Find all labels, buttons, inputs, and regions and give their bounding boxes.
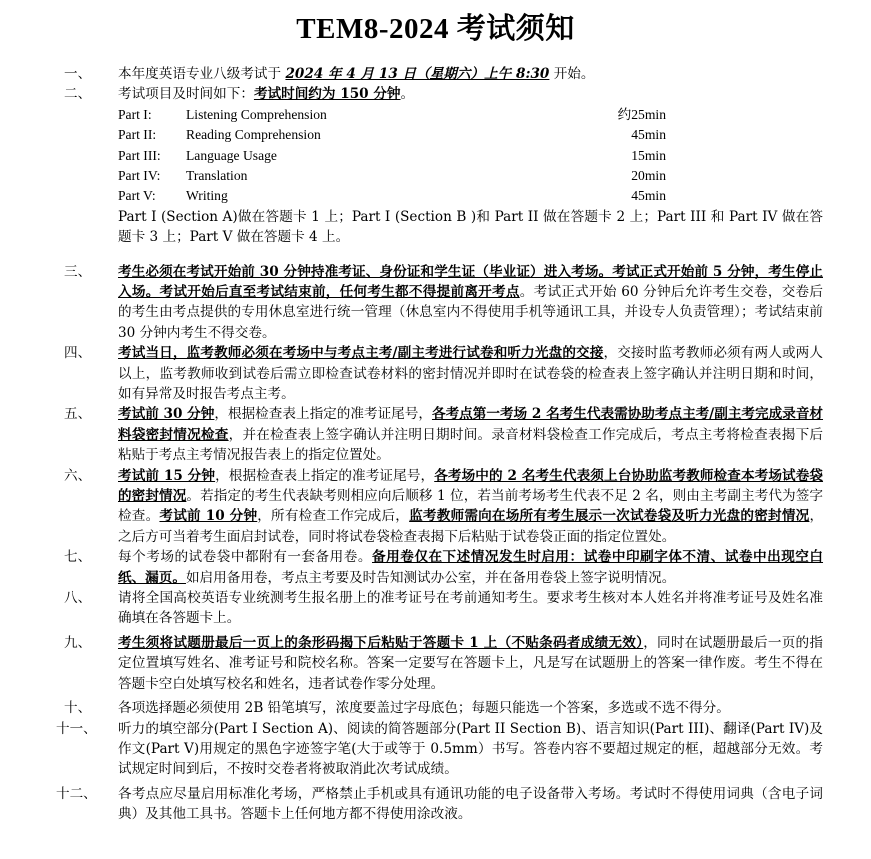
item-number: 三、 <box>64 263 92 280</box>
exam-date: 2024 年 4 月 13 日（星期六）上午 8:30 <box>285 66 550 82</box>
item-number: 七、 <box>64 549 92 566</box>
document-title: TEM8-2024 考试须知 <box>296 13 575 45</box>
notice-list <box>0 64 871 825</box>
part-row: Part IV: Translation 20min <box>118 167 666 183</box>
item-number: 六、 <box>64 467 92 484</box>
part-row: Part II: Reading Comprehension 45min <box>118 127 666 143</box>
list-item <box>0 84 871 104</box>
parts-table <box>118 105 871 207</box>
part-row: Part III: Language Usage 15min <box>118 147 666 163</box>
list-item: 八、 请将全国高校英语专业统测考生报名册上的准考证号在考前通知考生。要求考生核对本人姓名并将准考证号及姓名准确填在各答题卡上。 <box>64 590 823 627</box>
item-number: 十二、 <box>56 785 97 802</box>
item-number: 八、 <box>64 590 92 607</box>
item-text: 开始。 <box>549 66 595 82</box>
item-number: 四、 <box>64 345 92 362</box>
list-item <box>0 64 871 84</box>
parts-note: Part I (Section A)做在答题卡 1 上；Part I (Section B )和 Part II 做在答题卡 2 上；Part III 和 Part IV 做在答题卡 3 上；Part V 做在答题卡 4 上。 <box>118 208 823 246</box>
list-item: 十一、 听力的填空部分(Part I Section A)、阅读的简答题部分(Part II Section B)、语言知识(Part III)、翻译(Part IV)及作文(Part V)用规定的黑色字迹签字笔(大于或等于 0.5mm）书写。答卷内容不要超过规定的框，超越部分无效。考试规定时间到后，不按时交卷者将被取消此次考试成绩。 <box>56 720 823 778</box>
list-item: 三、 考生必须在考试开始前 30 分钟持准考证、身份证和学生证（毕业证）进入考场。考试正式开始前 5 分钟，考生停止入场。考试开始后直至考试结束前，任何考生都不得提前离开考点。考试正式开始 60 分钟后允许考生交卷，交卷后的考生由考点提供的专用休息室进行统一管理（休息室内不得使用手机等通讯工具，并设专人负责管理）；考试结束前 30 分钟内考生不得交卷。 <box>64 263 823 341</box>
list-item: 五、 考试前 30 分钟，根据检查表上指定的准考证尾号，各考点第一考场 2 名考生代表需协助考点主考/副主考完成录音材料袋密封情况检查，并在检查表上签字确认并注明日期时间。录音材料袋检查工作完成后，考点主考将检查表揭下后粘贴于考点主考情况报告表上的指定位置处。 <box>64 406 824 464</box>
exam-duration: 考试时间约为 150 分钟 <box>253 86 401 103</box>
item-number: 二、 <box>64 86 92 103</box>
list-item: 十二、 各考点应尽量启用标准化考场，严格禁止手机或具有通讯功能的电子设备带入考场。考试时不得使用词典（含电子词典）及其他工具书。答题卡上任何地方都不得使用涂改液。 <box>56 785 823 823</box>
list-item: 七、 每个考场的试卷袋中都附有一套备用卷。备用卷仅在下述情况发生时启用：试卷中印刷字体不清、试卷中出现空白纸、漏页。如启用备用卷，考点主考要及时告知测试办公室，并在备用卷袋上签字说明情况。 <box>64 549 824 586</box>
item-number: 五、 <box>64 406 92 423</box>
part-row: Part I: Listening Comprehension 约25min <box>118 106 666 122</box>
part-row: Part V: Writing 45min <box>118 188 666 204</box>
list-item: 六、 考试前 15 分钟，根据检查表上指定的准考证尾号，各考场中的 2 名考生代表须上台协助监考教师检查本考场试卷袋的密封情况。若指定的考生代表缺考则相应向后顺移 1 位，若当前考场考生代表不足 2 名，则由主考副主考代为签字检查。考试前 10 分钟，所有检查工作完成后，监考教师需向在场所有考生展示一次试卷袋及听力光盘的密封情况，之后方可当着考生面启封试卷，同时将试卷袋检查表揭下后粘贴于试卷袋正面的指定位置处。 <box>64 467 824 545</box>
item-number: 十、 <box>64 700 92 717</box>
list-item: 四、 考试当日，监考教师必须在考场中与考点主考/副主考进行试卷和听力光盘的交接，交接时监考教师必须有两人或两人以上，监考教师收到试卷后需立即检查试卷材料的密封情况并即时在试卷袋的检查表上签字确认并注明日期和时间，如有异常及时报告考点主考。 <box>64 345 824 403</box>
list-item: 九、 考生须将试题册最后一页上的条形码揭下后粘贴于答题卡 1 上（不贴条码者成绩无效），同时在试题册最后一页的指定位置填写姓名、准考证号和院校名称。答案一定要写在答题卡上，凡是写在试题册上的答案一律作废。考生不得在答题卡空白处填写校名和姓名，违者试卷作零分处理。 <box>64 634 824 692</box>
item-text: 。 <box>400 86 415 103</box>
item-text: 本年度英语专业八级考试于 <box>118 66 286 82</box>
item-number: 一、 <box>64 66 92 82</box>
item-text: 考试项目及时间如下： <box>118 86 254 103</box>
item-number: 十一、 <box>56 720 97 737</box>
item-number: 九、 <box>64 634 92 651</box>
list-item: 十、 各项选择题必须使用 2B 铅笔填写，浓度要盖过字母底色；每题只能选一个答案，多选或不选不得分。 <box>0 698 871 718</box>
